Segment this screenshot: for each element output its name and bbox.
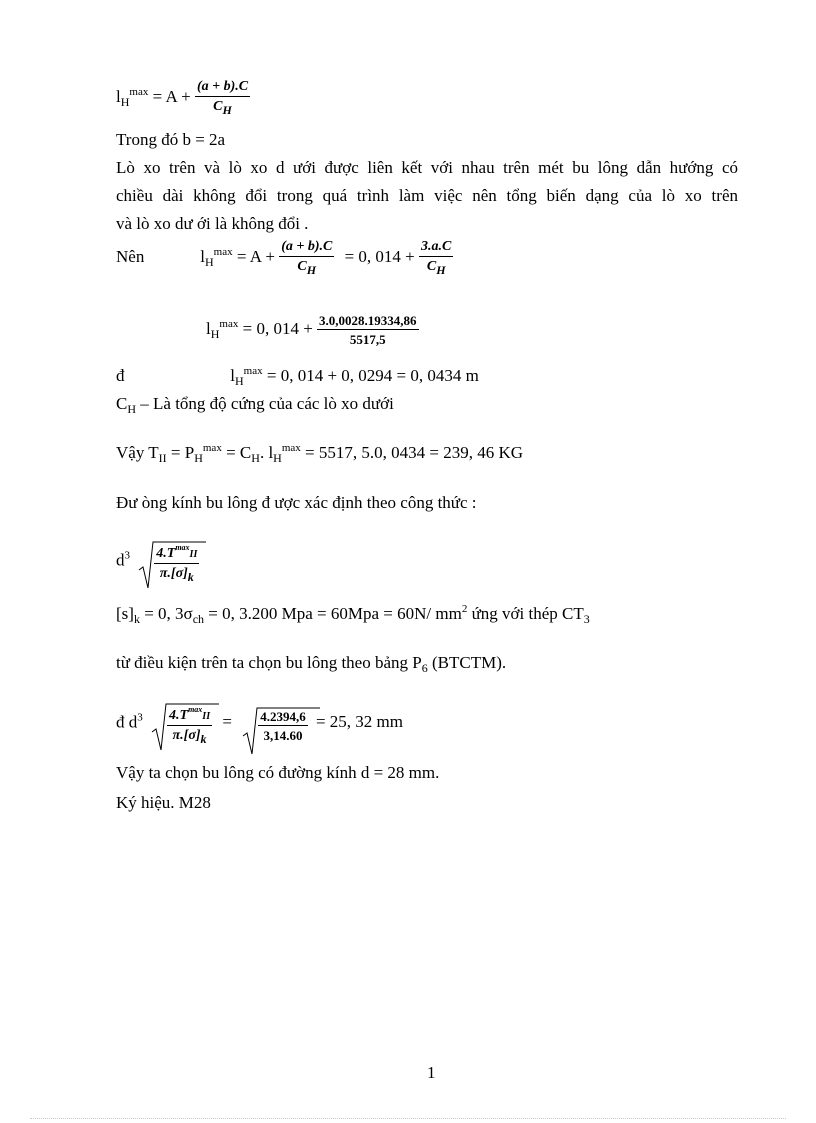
equation-nen: Nên $l_H^{max} = A$ + $\frac{(a + b).C}{CH}$ = 0, 014 + $\frac{3.a.C}{CH}$: [116, 239, 452, 277]
equation-rhs: = 0, 014 +: [242, 318, 313, 338]
denominator: CH: [213, 99, 232, 117]
lh-symbol: l: [200, 246, 205, 266]
where-clause: Trong đó b = 2a: [116, 130, 226, 149]
diameter-computation: đ $d^3$ $\frac{4.T^{max}II}{\pi.[\sigma]k}$ = $\frac{4.2394,6}{3,14.60}$ = 25, 32 mm: [116, 702, 403, 745]
radical-sign-icon: [151, 702, 221, 754]
prefix-word: đ: [116, 366, 125, 385]
lh-symbol: l: [206, 318, 211, 338]
result-line: Vậy ta chọn bu lông có đường kính d = 28 mm.: [116, 763, 440, 782]
square-root: $\frac{4.T^{max}II}{\pi.[\sigma]k}$: [138, 540, 199, 583]
square-root: $\frac{4.2394,6}{3,14.60}$: [242, 706, 308, 742]
fraction: $\frac{3.a.C}{CH}$: [421, 239, 452, 277]
symbol-line: Ký hiệu. M28: [116, 793, 211, 812]
page-bottom-divider: [30, 1118, 786, 1119]
sigma-line: $[s]_k = 0$, $3\sigma_{ch} = 0$, 3.200 Mpa = 60Mpa = 60N/ $mm^2$ ứng với thép $CT_3$: [116, 603, 590, 626]
body-paragraph: [116, 154, 738, 238]
equation-rhs: = A +: [236, 246, 275, 266]
numerator: (a + b).C: [195, 80, 250, 97]
paragraph-line: và lò xo dư ới là không đổi .: [116, 214, 309, 233]
lh-symbol: l: [116, 86, 121, 106]
tii-equation: Vậy $T_{II} = P_H^{max} = C_H$. $l_H^{max} = 5517$, 5.0, 0434 = 239, 46 KG: [116, 442, 524, 465]
equation-result: đ $l_H^{max} = 0$, 014 + 0, 0294 = 0, 0434 m: [116, 365, 479, 388]
equation-rhs: = 0, 014 + 0, 0294 = 0, 0434 m: [266, 366, 479, 385]
fraction: $\frac{(a + b).C}{CH}$: [281, 239, 333, 277]
diameter-formula: $d^3$ $\frac{4.T^{max}II}{\pi.[\sigma]k}$: [116, 540, 199, 583]
equation-lh-max: [116, 80, 250, 116]
page-number: 1: [427, 1063, 436, 1082]
fraction: $\frac{3.0,0028.19334,86}{5517,5}$: [319, 313, 417, 347]
equation-rhs: = A +: [152, 86, 191, 106]
paragraph-line: Lò xo trên và lò xo d ưới được liên kết với nhau trên mét bu lông dẫn hướng có: [116, 158, 738, 177]
superscript: max: [129, 85, 149, 98]
diameter-text: Đư òng kính bu lông đ ược xác định theo công thức :: [116, 493, 477, 512]
equation-rhs: = 0, 014 +: [344, 246, 415, 266]
prefix-word: Nên: [116, 246, 145, 266]
fraction: [195, 80, 250, 116]
paragraph-line: chiều dài không đổi trong quá trình làm việc nên tổng biến dạng của lò xo trên: [116, 186, 738, 205]
choose-line: từ điều kiện trên ta chọn bu lông theo bảng $P_6$ (BTCTM).: [116, 653, 507, 675]
equation-numeric: $l_H^{max} = 0$, 014 + $\frac{3.0,0028.19334,86}{5517,5}$: [206, 313, 417, 347]
ch-definition: $C_H$ – Là tổng độ cứng của các lò xo dưới: [116, 394, 394, 416]
square-root: $\frac{4.T^{max}II}{\pi.[\sigma]k}$: [151, 702, 212, 745]
radical-sign-icon: [138, 540, 208, 592]
radical-sign-icon: [242, 706, 322, 758]
subscript: H: [120, 94, 130, 109]
